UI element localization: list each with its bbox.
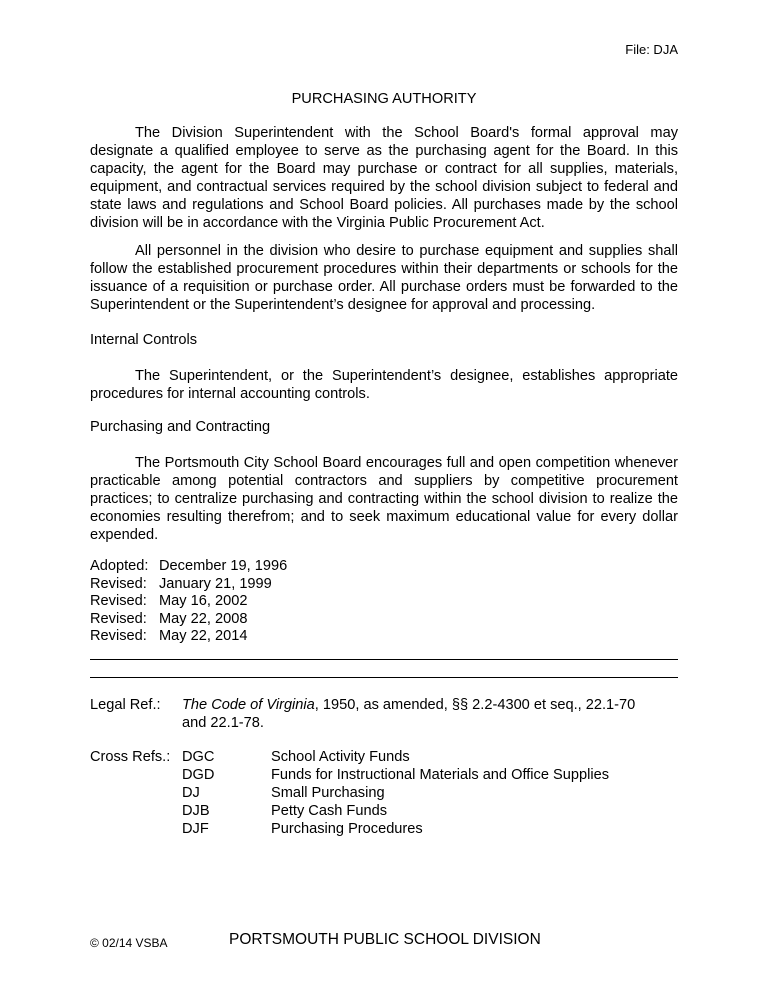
history-date: May 16, 2002 xyxy=(159,593,248,609)
paragraph-3-text: The Superintendent, or the Superintendent’s designee, establishes appropriate procedures for internal accounting controls. xyxy=(90,368,678,402)
history-row xyxy=(90,576,287,594)
history-label: Revised: xyxy=(90,575,147,592)
legal-ref-label: Legal Ref.: xyxy=(90,697,161,713)
cross-ref-desc: Funds for Instructional Materials and Office Supplies xyxy=(271,767,609,783)
paragraph-2 xyxy=(90,242,678,314)
paragraph-2-text: All personnel in the division who desire to purchase equipment and supplies shall follow the established procurement procedures within their departments or schools for the issuance of a requisition or purchase order. All purchase orders must be forwarded to the Superintendent or the Superintendent’s designee for approval and processing. xyxy=(90,243,678,313)
history-row xyxy=(90,628,287,646)
footer-copyright: © 02/14 VSBA xyxy=(90,936,168,950)
paragraph-1 xyxy=(90,124,678,232)
heading-internal-controls: Internal Controls xyxy=(90,332,198,348)
cross-ref-desc: Petty Cash Funds xyxy=(271,803,387,819)
paragraph-4-text: The Portsmouth City School Board encourages full and open competition whenever practicable among potential contractors and suppliers by competitive procurement practices; to centralize purchasing and contracting within the school division to realize the economies resulting therefrom; and to seek maximum educational value for every dollar expended. xyxy=(90,455,678,543)
legal-ref-detail-2: and 22.1-78. xyxy=(182,715,264,731)
history-date: December 19, 1996 xyxy=(159,558,288,574)
cross-ref-code: DJB xyxy=(182,803,210,819)
history-label: Revised: xyxy=(90,628,147,644)
heading-purchasing-contracting: Purchasing and Contracting xyxy=(90,419,271,435)
file-label: File: DJA xyxy=(625,42,678,57)
cross-ref-code: DJ xyxy=(182,785,200,801)
cross-ref-desc: Small Purchasing xyxy=(271,785,385,801)
cross-refs-label: Cross Refs.: xyxy=(90,749,171,765)
cross-ref-code: DJF xyxy=(182,821,209,837)
policy-history xyxy=(90,558,287,646)
code-title: The Code of Virginia xyxy=(182,697,315,713)
paragraph-3 xyxy=(90,367,678,403)
divider-line xyxy=(90,677,678,678)
cross-ref-code: DGD xyxy=(182,767,215,783)
legal-ref-text xyxy=(182,696,690,732)
legal-reference xyxy=(90,696,690,732)
history-row xyxy=(90,611,287,629)
footer-division: PORTSMOUTH PUBLIC SCHOOL DIVISION xyxy=(229,931,541,948)
cross-ref-desc: School Activity Funds xyxy=(271,749,410,765)
history-label: Revised: xyxy=(90,610,147,627)
cross-ref-code: DGC xyxy=(182,749,215,765)
page-title: PURCHASING AUTHORITY xyxy=(291,91,477,107)
paragraph-1-text: The Division Superintendent with the School Board's formal approval may designate a qualified employee to serve as the purchasing agent for the Board. In this capacity, the agent for the Board may purchase or contract for all supplies, materials, equipment, and contractual services required by the school division subject to federal and state laws and regulations and School Board policies. All purchases made by the school division will be in accordance with the Virginia Public Procurement Act. xyxy=(90,125,678,231)
history-date: January 21, 1999 xyxy=(159,575,272,592)
cross-ref-desc: Purchasing Procedures xyxy=(271,821,423,837)
history-date: May 22, 2014 xyxy=(159,628,248,644)
divider-line xyxy=(90,659,678,660)
legal-ref-detail: , 1950, as amended, §§ 2.2-4300 et seq., 22.1-70 xyxy=(314,697,636,713)
history-label: Adopted: xyxy=(90,558,149,574)
history-row xyxy=(90,593,287,611)
history-label: Revised: xyxy=(90,593,147,609)
paragraph-4 xyxy=(90,454,678,544)
history-row xyxy=(90,558,287,576)
history-date: May 22, 2008 xyxy=(159,610,248,627)
